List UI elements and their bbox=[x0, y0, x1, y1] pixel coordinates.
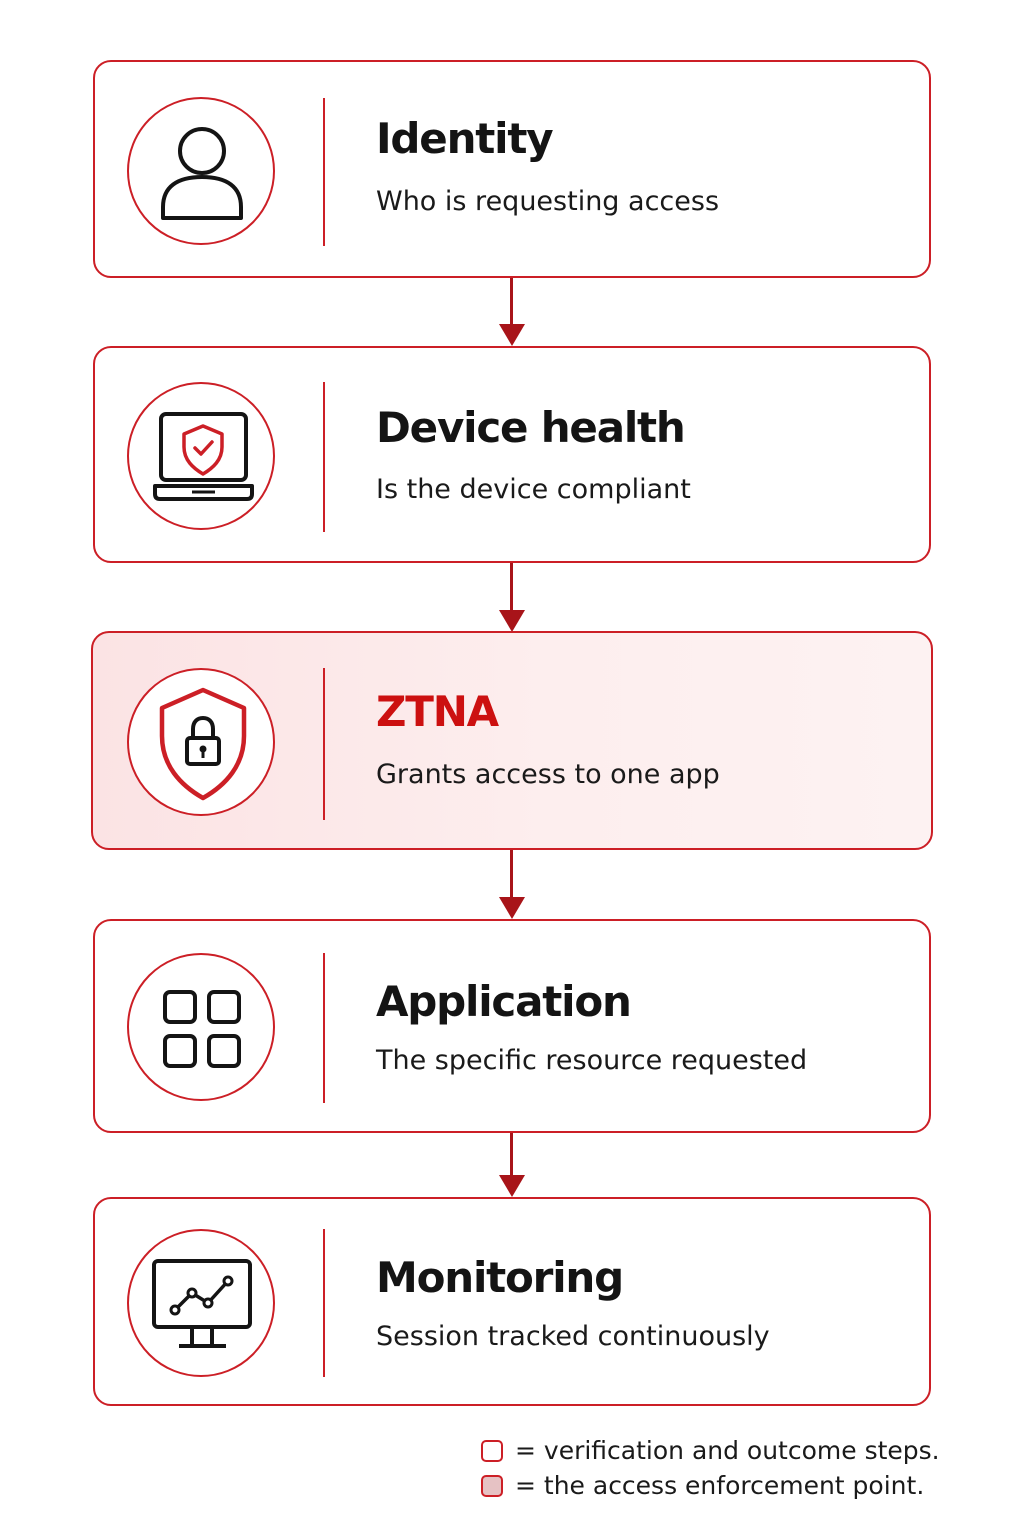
step-subtitle: Is the device compliant bbox=[376, 474, 691, 505]
app-grid-icon bbox=[129, 955, 273, 1099]
legend-text: = the access enforcement point. bbox=[515, 1471, 925, 1500]
icon-circle-application bbox=[127, 953, 275, 1101]
connector-line bbox=[510, 1133, 513, 1175]
legend-swatch-filled bbox=[481, 1475, 503, 1497]
shield-lock-icon bbox=[129, 670, 273, 814]
legend-swatch-outline bbox=[481, 1440, 503, 1462]
icon-circle-identity bbox=[127, 97, 275, 245]
legend-text: = verification and outcome steps. bbox=[515, 1436, 940, 1465]
connector-line bbox=[510, 278, 513, 326]
icon-circle-device bbox=[127, 382, 275, 530]
divider bbox=[323, 98, 325, 246]
step-subtitle: Session tracked continuously bbox=[376, 1321, 770, 1352]
laptop-shield-icon bbox=[129, 384, 273, 528]
step-title: Monitoring bbox=[376, 1253, 623, 1302]
arrow-down-icon bbox=[499, 324, 525, 346]
user-icon bbox=[129, 99, 273, 243]
connector-line bbox=[510, 850, 513, 898]
step-device-health bbox=[93, 346, 931, 563]
step-title: Identity bbox=[376, 114, 553, 163]
step-application bbox=[93, 919, 931, 1133]
step-subtitle: Grants access to one app bbox=[376, 759, 720, 790]
arrow-down-icon bbox=[499, 1175, 525, 1197]
monitor-chart-icon bbox=[129, 1231, 273, 1375]
divider bbox=[323, 953, 325, 1103]
step-title: Device health bbox=[376, 403, 685, 452]
step-subtitle: Who is requesting access bbox=[376, 186, 720, 217]
step-identity bbox=[93, 60, 931, 278]
divider bbox=[323, 1229, 325, 1377]
icon-circle-ztna bbox=[127, 668, 275, 816]
step-monitoring bbox=[93, 1197, 931, 1406]
step-title: Application bbox=[376, 977, 631, 1026]
divider bbox=[323, 382, 325, 532]
divider bbox=[323, 668, 325, 820]
icon-circle-monitoring bbox=[127, 1229, 275, 1377]
connector-line bbox=[510, 563, 513, 611]
step-title: ZTNA bbox=[376, 687, 498, 736]
arrow-down-icon bbox=[499, 610, 525, 632]
step-ztna bbox=[91, 631, 933, 850]
step-subtitle: The specific resource requested bbox=[376, 1045, 808, 1076]
arrow-down-icon bbox=[499, 897, 525, 919]
